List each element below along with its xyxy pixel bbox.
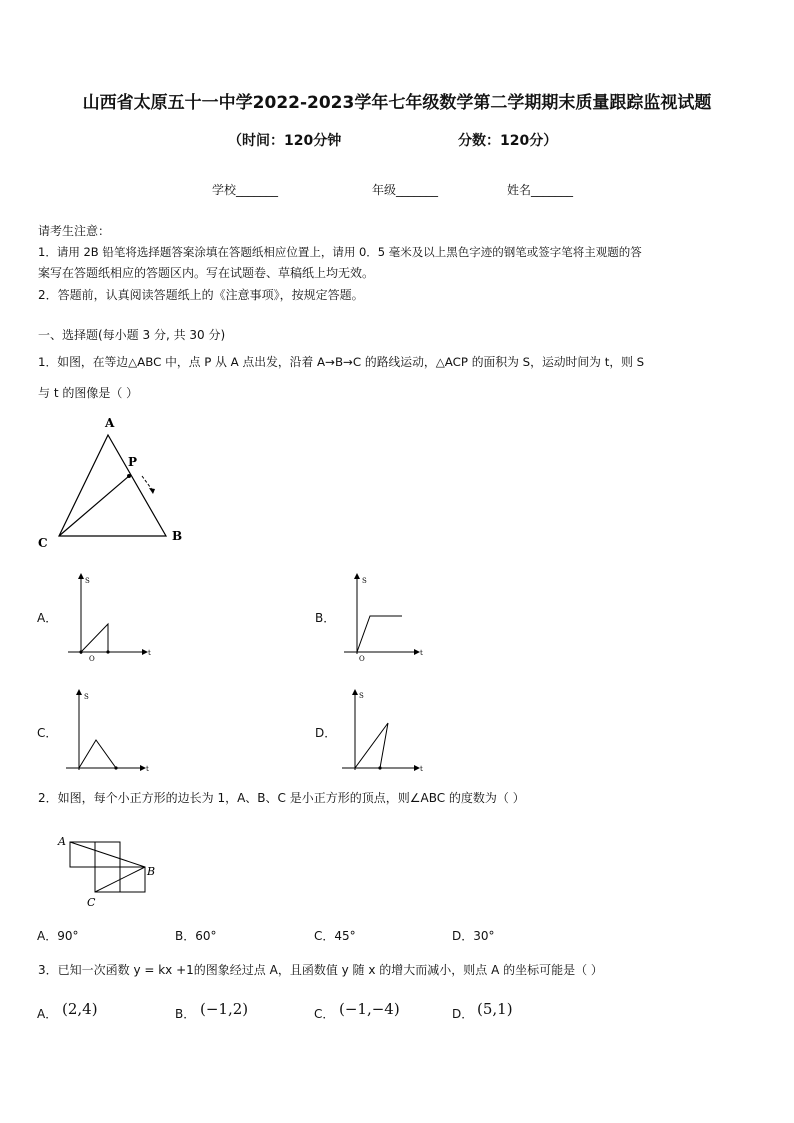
- q3-option-c-value: (−1,−4): [339, 1000, 400, 1018]
- q3-option-b-label: B．: [175, 1007, 196, 1021]
- end-dot: [114, 766, 117, 769]
- graph-line: [79, 740, 116, 768]
- label-b: B: [147, 865, 156, 878]
- grid-figure: [52, 830, 162, 912]
- label-b: B: [172, 529, 183, 543]
- exam-time: （时间：120分钟: [228, 133, 342, 149]
- exam-score: 分数：120分）: [458, 133, 558, 149]
- option-a-label: A．: [37, 611, 58, 625]
- triangle-abc: [59, 435, 166, 536]
- label-c: C: [87, 896, 96, 909]
- o-label: O: [359, 655, 365, 663]
- graph-option-d: [336, 686, 446, 781]
- question-1-line-1: 1．如图，在等边△ABC 中，点 P 从 A 点出发，沿着 A→B→C 的路线运动，△ACP 的面积为 S，运动时间为 t，则 S: [38, 355, 645, 369]
- q3-option-b-value: (−1,2): [200, 1000, 249, 1018]
- graph-option-c: [60, 686, 170, 781]
- question-1-line-2: 与 t 的图像是（ ）: [38, 386, 139, 400]
- t-label: t: [420, 765, 423, 773]
- q2-option-d: D．30°: [452, 929, 495, 943]
- q2-option-b: B．60°: [175, 929, 217, 943]
- y-axis-arrow: [76, 689, 82, 695]
- segment-cp: [59, 476, 129, 536]
- q3-option-c-label: C．: [314, 1007, 335, 1021]
- option-b-label: B．: [315, 611, 336, 625]
- arrow-head: [149, 488, 155, 494]
- q3-option-a-label: A．: [37, 1007, 58, 1021]
- o-label: O: [89, 655, 95, 663]
- segment-ab: [70, 842, 145, 867]
- point-p: [127, 474, 131, 478]
- s-label: S: [359, 692, 364, 700]
- label-c: C: [38, 536, 48, 550]
- q2-option-c: C．45°: [314, 929, 356, 943]
- end-dot: [106, 650, 109, 653]
- notice-item-1-line-1: 1．请用 2B 铅笔将选择题答案涂填在答题纸相应位置上，请用 0．5 毫米及以上黑色字迹的钢笔或签字笔将主观题的答: [38, 245, 642, 259]
- q3-option-d-value: (5,1): [477, 1000, 513, 1018]
- graph-option-b: [338, 570, 448, 665]
- option-d-label: D．: [315, 726, 337, 740]
- section-heading: 一、选择题(每小题 3 分, 共 30 分): [38, 328, 226, 342]
- label-p: P: [128, 455, 138, 469]
- end-dot: [378, 766, 381, 769]
- notice-item-2: 2．答题前，认真阅读答题纸上的《注意事项》，按规定答题。: [38, 288, 364, 302]
- graph-line: [355, 723, 388, 768]
- question-2-text: 2．如图，每个小正方形的边长为 1，A、B、C 是小正方形的顶点，则∠ABC 的度数为（ ）: [38, 791, 525, 805]
- origin-dot: [79, 650, 82, 653]
- notice-heading: 请考生注意：: [38, 224, 111, 238]
- option-c-label: C．: [37, 726, 58, 740]
- y-axis-arrow: [352, 689, 358, 695]
- label-a: A: [58, 835, 66, 848]
- t-label: t: [420, 649, 423, 657]
- s-label: S: [85, 577, 90, 585]
- s-label: S: [84, 693, 89, 701]
- graph-line: [81, 624, 108, 652]
- q3-option-a-value: (2,4): [62, 1000, 98, 1018]
- s-label: S: [362, 577, 367, 585]
- t-label: t: [148, 649, 151, 657]
- school-field: 学校_______: [212, 183, 279, 197]
- label-a: A: [105, 416, 115, 430]
- question-3-text: 3．已知一次函数 y = kx +1的图象经过点 A，且函数值 y 随 x 的增大而减小，则点 A 的坐标可能是（ ）: [38, 963, 603, 977]
- graph-line: [357, 616, 402, 652]
- grade-field: 年级_______: [372, 183, 439, 197]
- y-axis-arrow: [78, 573, 84, 579]
- t-label: t: [146, 765, 149, 773]
- exam-title: 山西省太原五十一中学2022-2023学年七年级数学第二学期期末质量跟踪监视试题: [82, 93, 712, 113]
- q3-option-d-label: D．: [452, 1007, 474, 1021]
- graph-option-a: [62, 570, 172, 665]
- notice-item-1-line-2: 案写在答题纸相应的答题区内。写在试题卷、草稿纸上均无效。: [38, 266, 375, 280]
- name-field: 姓名_______: [507, 183, 574, 197]
- triangle-figure: [30, 410, 200, 555]
- y-axis-arrow: [354, 573, 360, 579]
- grid-square: [95, 867, 120, 892]
- q2-option-a: A．90°: [37, 929, 79, 943]
- grid-square: [120, 867, 145, 892]
